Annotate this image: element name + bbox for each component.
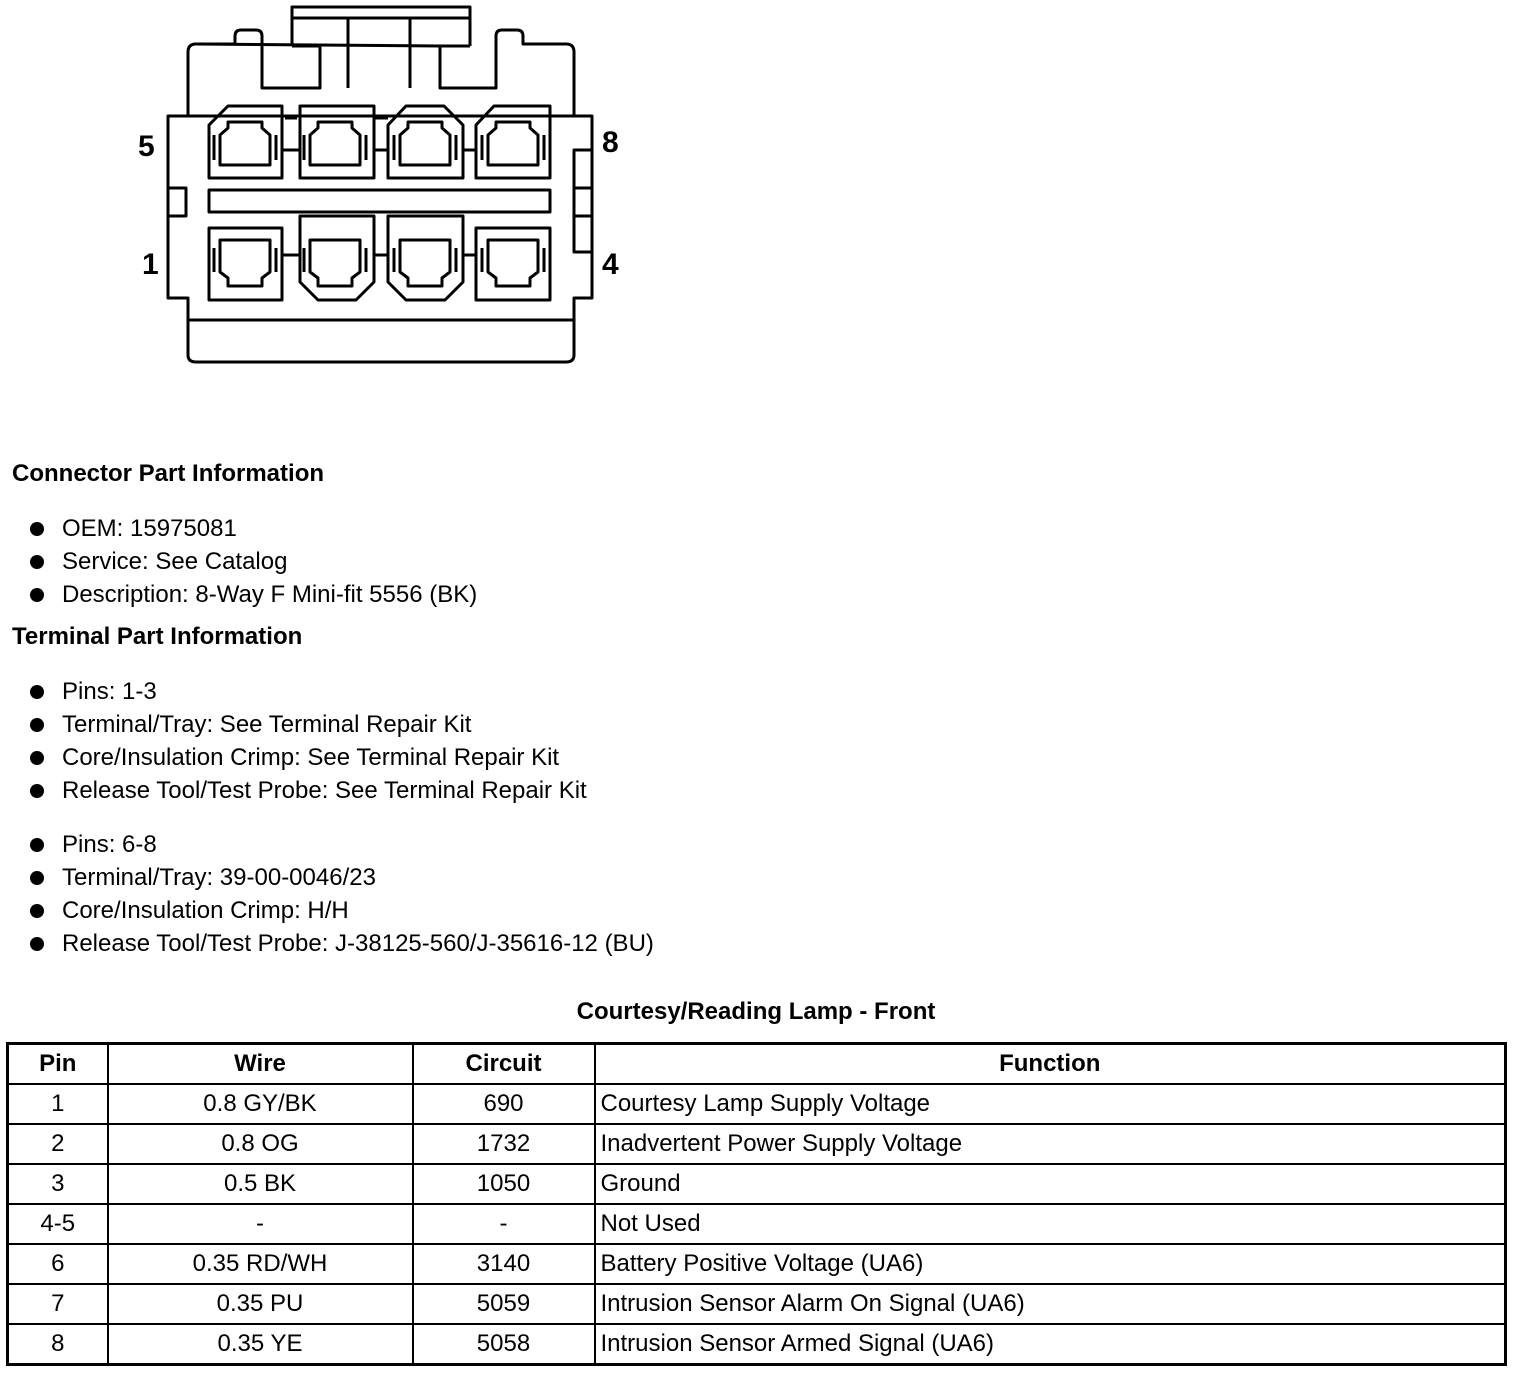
list-item: Pins: 1-3 — [28, 675, 587, 708]
header-pin: Pin — [8, 1044, 108, 1085]
cell-function: Intrusion Sensor Alarm On Signal (UA6) — [595, 1284, 1506, 1324]
table-row — [8, 1204, 1506, 1244]
table-row — [8, 1284, 1506, 1324]
cell-wire: - — [108, 1204, 413, 1244]
cell-pin: 8 — [8, 1324, 108, 1365]
terminal-part-info-heading: Terminal Part Information — [12, 623, 303, 650]
list-item: Description: 8-Way F Mini-fit 5556 (BK) — [28, 578, 477, 611]
list-item: Release Tool/Test Probe: J-38125-560/J-35616-12 (BU) — [28, 927, 654, 960]
cell-function: Inadvertent Power Supply Voltage — [595, 1124, 1506, 1164]
connector-latch — [292, 7, 470, 46]
header-wire: Wire — [108, 1044, 413, 1085]
cell-function: Courtesy Lamp Supply Voltage — [595, 1084, 1506, 1124]
pin-label-1: 1 — [142, 248, 159, 281]
cell-wire: 0.8 GY/BK — [108, 1084, 413, 1124]
list-item: Terminal/Tray: 39-00-0046/23 — [28, 861, 654, 894]
terminal-part-info-group-2 — [28, 828, 654, 960]
cell-function: Not Used — [595, 1204, 1506, 1244]
cell-pin: 4-5 — [8, 1204, 108, 1244]
header-circuit: Circuit — [413, 1044, 595, 1085]
terminal-part-info-group-1 — [28, 675, 587, 807]
list-item: Core/Insulation Crimp: H/H — [28, 894, 654, 927]
list-item: Terminal/Tray: See Terminal Repair Kit — [28, 708, 587, 741]
list-item: OEM: 15975081 — [28, 512, 477, 545]
cell-pin: 3 — [8, 1164, 108, 1204]
table-title: Courtesy/Reading Lamp - Front — [576, 998, 936, 1025]
cell-circuit: 690 — [413, 1084, 595, 1124]
cell-wire: 0.35 YE — [108, 1324, 413, 1365]
cell-circuit: - — [413, 1204, 595, 1244]
cell-circuit: 5059 — [413, 1284, 595, 1324]
connector-part-info-heading: Connector Part Information — [12, 460, 325, 487]
table-row — [8, 1124, 1506, 1164]
list-item: Service: See Catalog — [28, 545, 477, 578]
cell-pin: 1 — [8, 1084, 108, 1124]
pin-label-5: 5 — [138, 130, 155, 163]
table-row — [8, 1324, 1506, 1365]
pin-label-8: 8 — [602, 126, 619, 159]
pin-label-4: 4 — [602, 248, 619, 281]
cell-function: Ground — [595, 1164, 1506, 1204]
connector-housing — [168, 30, 592, 362]
cell-circuit: 5058 — [413, 1324, 595, 1365]
cell-circuit: 3140 — [413, 1244, 595, 1284]
cell-function: Battery Positive Voltage (UA6) — [595, 1244, 1506, 1284]
pin-table — [6, 1042, 1507, 1366]
cell-circuit: 1732 — [413, 1124, 595, 1164]
cell-pin: 7 — [8, 1284, 108, 1324]
cell-circuit: 1050 — [413, 1164, 595, 1204]
cell-wire: 0.35 PU — [108, 1284, 413, 1324]
cell-pin: 2 — [8, 1124, 108, 1164]
header-function: Function — [595, 1044, 1506, 1085]
cell-wire: 0.8 OG — [108, 1124, 413, 1164]
table-header-row — [8, 1044, 1506, 1085]
table-row — [8, 1164, 1506, 1204]
connector-part-info-list — [28, 512, 477, 611]
table-row — [8, 1084, 1506, 1124]
terminals-top-row — [214, 122, 544, 165]
cell-wire: 0.5 BK — [108, 1164, 413, 1204]
terminals-bottom-row — [214, 240, 544, 286]
cell-function: Intrusion Sensor Armed Signal (UA6) — [595, 1324, 1506, 1365]
list-item: Pins: 6-8 — [28, 828, 654, 861]
cell-wire: 0.35 RD/WH — [108, 1244, 413, 1284]
cell-pin: 6 — [8, 1244, 108, 1284]
list-item: Release Tool/Test Probe: See Terminal Repair Kit — [28, 774, 587, 807]
connector-diagram — [0, 0, 700, 380]
list-item: Core/Insulation Crimp: See Terminal Repair Kit — [28, 741, 587, 774]
table-row — [8, 1244, 1506, 1284]
